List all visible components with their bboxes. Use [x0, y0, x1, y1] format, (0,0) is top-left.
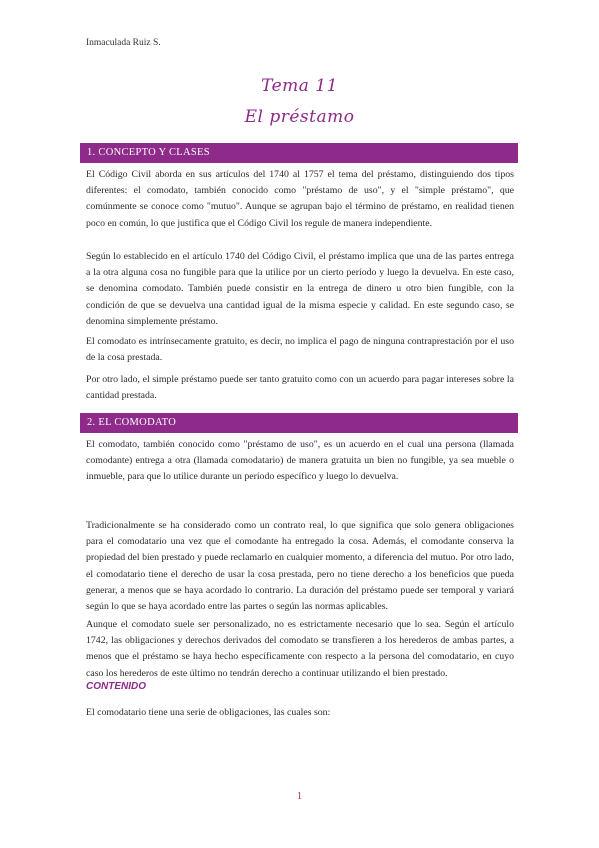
author-header: Inmaculada Ruiz S. [86, 38, 161, 48]
document-subtitle: El préstamo [244, 107, 355, 127]
section-heading-comodato: 2. EL COMODATO [80, 413, 518, 433]
page-number: 1 [297, 791, 302, 802]
paragraph: Tradicionalmente se ha considerado como un contrato real, lo que significa que solo genera obligaciones para el comodatario una vez que el comodante ha entregado la cosa. Además, el comodante conserva la propiedad del bien prestado y puede reclamarlo en cualquier momento, a diferencia del mutuo. Por otro lado, el comodatario tiene el derecho de usar la cosa prestada, pero no tiene derecho a los beneficios que pueda generar, a menos que se haya acordado lo contrario. La duración del préstamo puede ser temporal y variará según lo que se haya acordado entre las partes o según las normas aplicables. [86, 520, 514, 613]
paragraph: El comodatario tiene una serie de obligaciones, las cuales son: [86, 707, 331, 718]
paragraph: Aunque el comodato suele ser personalizado, no es estrictamente necesario que lo sea. Según el artículo 1742, las obligaciones y derechos derivados del comodato se transfieren a los herederos de ambas partes, a menos que el préstamo se haya hecho específicamente con respecto a la persona del comodatario, en cuyo caso los herederos de este último no tendrán derecho a continuar utilizando el bien prestado. [86, 619, 514, 679]
paragraph: El Código Civil aborda en sus artículos del 1740 al 1757 el tema del préstamo, distinguiendo dos tipos diferentes: el comodato, también conocido como "préstamo de uso", y el "simple préstamo", que comúnmente se conoce como "mutuo". Aunque se agrupan bajo el término de préstamo, en realidad tienen poco en común, lo que justifica que el Código Civil los regule de manera independiente. [86, 169, 514, 229]
subheading-contenido: CONTENIDO [86, 681, 146, 692]
document-title: Tema 11 [261, 76, 338, 96]
paragraph: El comodato es intrínsecamente gratuito, es decir, no implica el pago de ninguna contraprestación por el uso de la cosa prestada. [86, 336, 514, 364]
paragraph: Según lo establecido en el artículo 1740 del Código Civil, el préstamo implica que una de las partes entrega a la otra alguna cosa no fungible para que la utilice por un cierto período y luego la devuelva. En este caso, se denomina comodato. También puede consistir en la entrega de dinero u otro bien fungible, con la condición de que se devuelva una cantidad igual de la misma especie y calidad. En este segundo caso, se denomina simplemente préstamo. [86, 251, 514, 327]
section-heading-concepto: 1. CONCEPTO Y CLASES [80, 143, 518, 163]
paragraph: Por otro lado, el simple préstamo puede ser tanto gratuito como con un acuerdo para pagar intereses sobre la cantidad prestada. [86, 374, 514, 402]
paragraph: El comodato, también conocido como "préstamo de uso", es un acuerdo en el cual una persona (llamada comodante) entrega a otra (llamada comodatario) de manera gratuita un bien no fungible, ya sea mueble o inmueble, para que lo utilice durante un período específico y luego lo devuelva. [86, 439, 514, 483]
